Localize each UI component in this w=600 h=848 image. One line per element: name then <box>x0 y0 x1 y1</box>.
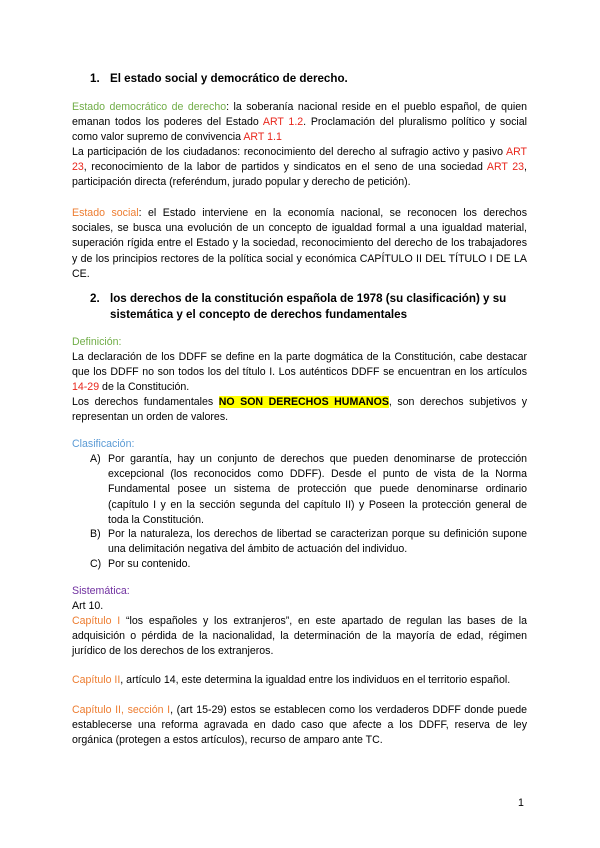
article-reference: ART 23 <box>486 161 525 174</box>
article-reference: ART 23 <box>72 146 527 174</box>
section-1-number: 1. <box>90 72 100 85</box>
article-reference: 14-29 <box>72 381 100 394</box>
section-1-heading <box>90 71 510 87</box>
paragraph-capitulo-ii <box>72 673 527 688</box>
list-item-text: Por garantía, hay un conjunto de derechos que pueden denominarse de protección excepcional (los reconocidos como DDFF). Desde el punto de vista de la Norma Fundamental posee un sistema de protección que puede denominarse ordinario (capítulo I y en la sección segunda del capítulo II) y Poseen la protección general de toda la Constitución. <box>108 453 527 526</box>
paragraph-text: , (art 15-29) estos se establecen como los verdaderos DDFF donde puede establecerse una reforma agravada en dado caso que afecte a los DDFF, reserva de ley orgánica (protegen a estos artículos), recurso de amparo ante TC. <box>72 704 527 747</box>
paragraph-text: La participación de los ciudadanos: reconocimiento del derecho al sufragio activo y pasivo <box>72 146 506 158</box>
sistematica-label <box>72 584 527 599</box>
paragraph-derechos-humanos <box>72 395 527 425</box>
term-definicion: Definición <box>72 336 119 348</box>
article-10-line <box>72 599 527 614</box>
paragraph-text: , son derechos subjetivos y representan un orden de valores. <box>72 396 527 424</box>
section-2-number: 2. <box>90 292 100 305</box>
term-clasificacion: Clasificación <box>72 438 132 450</box>
list-marker: B) <box>90 528 101 540</box>
paragraph-text: de la Constitución. <box>99 381 190 394</box>
paragraph-text: . Proclamación del pluralismo político y social como valor supremo de convivencia <box>72 116 527 144</box>
paragraph-text: Los derechos fundamentales <box>72 396 219 408</box>
paragraph-estado-democratico <box>72 100 527 146</box>
term-estado-social: Estado social <box>72 207 139 219</box>
article-reference: ART 1.2 <box>262 116 304 129</box>
section-1-title: El estado social y democrático de derecho. <box>110 72 348 85</box>
paragraph-text: Art 10. <box>72 600 104 612</box>
list-item-text: Por la naturaleza, los derechos de libertad se caracterizan porque su definición supone una delimitación negativa del ámbito de actuación del individuo. <box>108 528 527 556</box>
term-estado-democratico: Estado democrático de derecho <box>72 101 227 113</box>
term-capitulo-ii: Capítulo II <box>72 674 121 686</box>
definicion-label <box>72 335 527 350</box>
paragraph-text: , artículo 14, este determina la igualdad entre los individuos en el territorio español. <box>120 674 511 686</box>
clasificacion-label <box>72 437 527 452</box>
paragraph-text: La declaración de los DDFF se define en la parte dogmática de la Constitución, cabe destacar que los DDFF no son todos los del título I. Los auténticos DDFF se encuentran en los artículos <box>72 351 527 379</box>
section-2-heading <box>90 291 530 323</box>
term-capitulo-ii-seccion-i: Capítulo II, sección I <box>72 704 171 716</box>
paragraph-text: , reconocimiento de la labor de partidos y sindicatos en el seno de una sociedad <box>83 161 487 174</box>
paragraph-capitulo-i <box>72 614 527 660</box>
page-number: 1 <box>518 797 524 809</box>
list-item <box>90 557 527 573</box>
paragraph-definicion <box>72 350 527 396</box>
term-capitulo-i: Capítulo I <box>72 615 121 627</box>
paragraph-participacion <box>72 145 527 191</box>
label-colon: : <box>131 438 135 450</box>
label-colon: : <box>126 585 130 597</box>
paragraph-capitulo-ii-seccion-i <box>72 703 527 749</box>
section-2-title-line-1: los derechos de la constitución española de 1978 (su clasificación) y su <box>110 292 507 305</box>
term-sistematica: Sistemática <box>72 585 127 597</box>
paragraph-text: : el Estado interviene en la economía nacional, se reconocen los derechos sociales, se busca una evolución de un concepto de igualdad formal a una igualdad material, superación rígida entre el Estado y la sociedad, reconocimiento del derecho de los trabajadores y de los principios rectores de la política social y económica CAPÍTULO II DEL TÍTULO I DE LA CE. <box>72 207 527 280</box>
highlighted-text: NO SON DERECHOS HUMANOS <box>218 396 389 408</box>
list-marker: A) <box>90 453 101 465</box>
section-2-title-line-2: sistemática y el concepto de derechos fundamentales <box>110 308 408 321</box>
paragraph-estado-social <box>72 206 527 282</box>
list-item-text: Por su contenido. <box>108 558 191 570</box>
paragraph-text: “los españoles y los extranjeros”, en este apartado de regulan las bases de la adquisición o pérdida de la nacionalidad, la determinación de la mayoría de edad, régimen jurídico de los derechos de los extranjeros. <box>72 615 527 658</box>
paragraph-text: : la soberanía nacional reside en el pueblo español, de quien emanan todos los poderes del Estado <box>72 101 527 129</box>
article-reference: ART 1.1 <box>243 131 282 144</box>
list-marker: C) <box>90 558 102 570</box>
label-colon: : <box>118 336 122 348</box>
paragraph-text: , participación directa (referéndum, jurado popular y derecho de petición). <box>72 161 527 189</box>
list-item <box>90 527 527 558</box>
list-item <box>90 452 527 528</box>
